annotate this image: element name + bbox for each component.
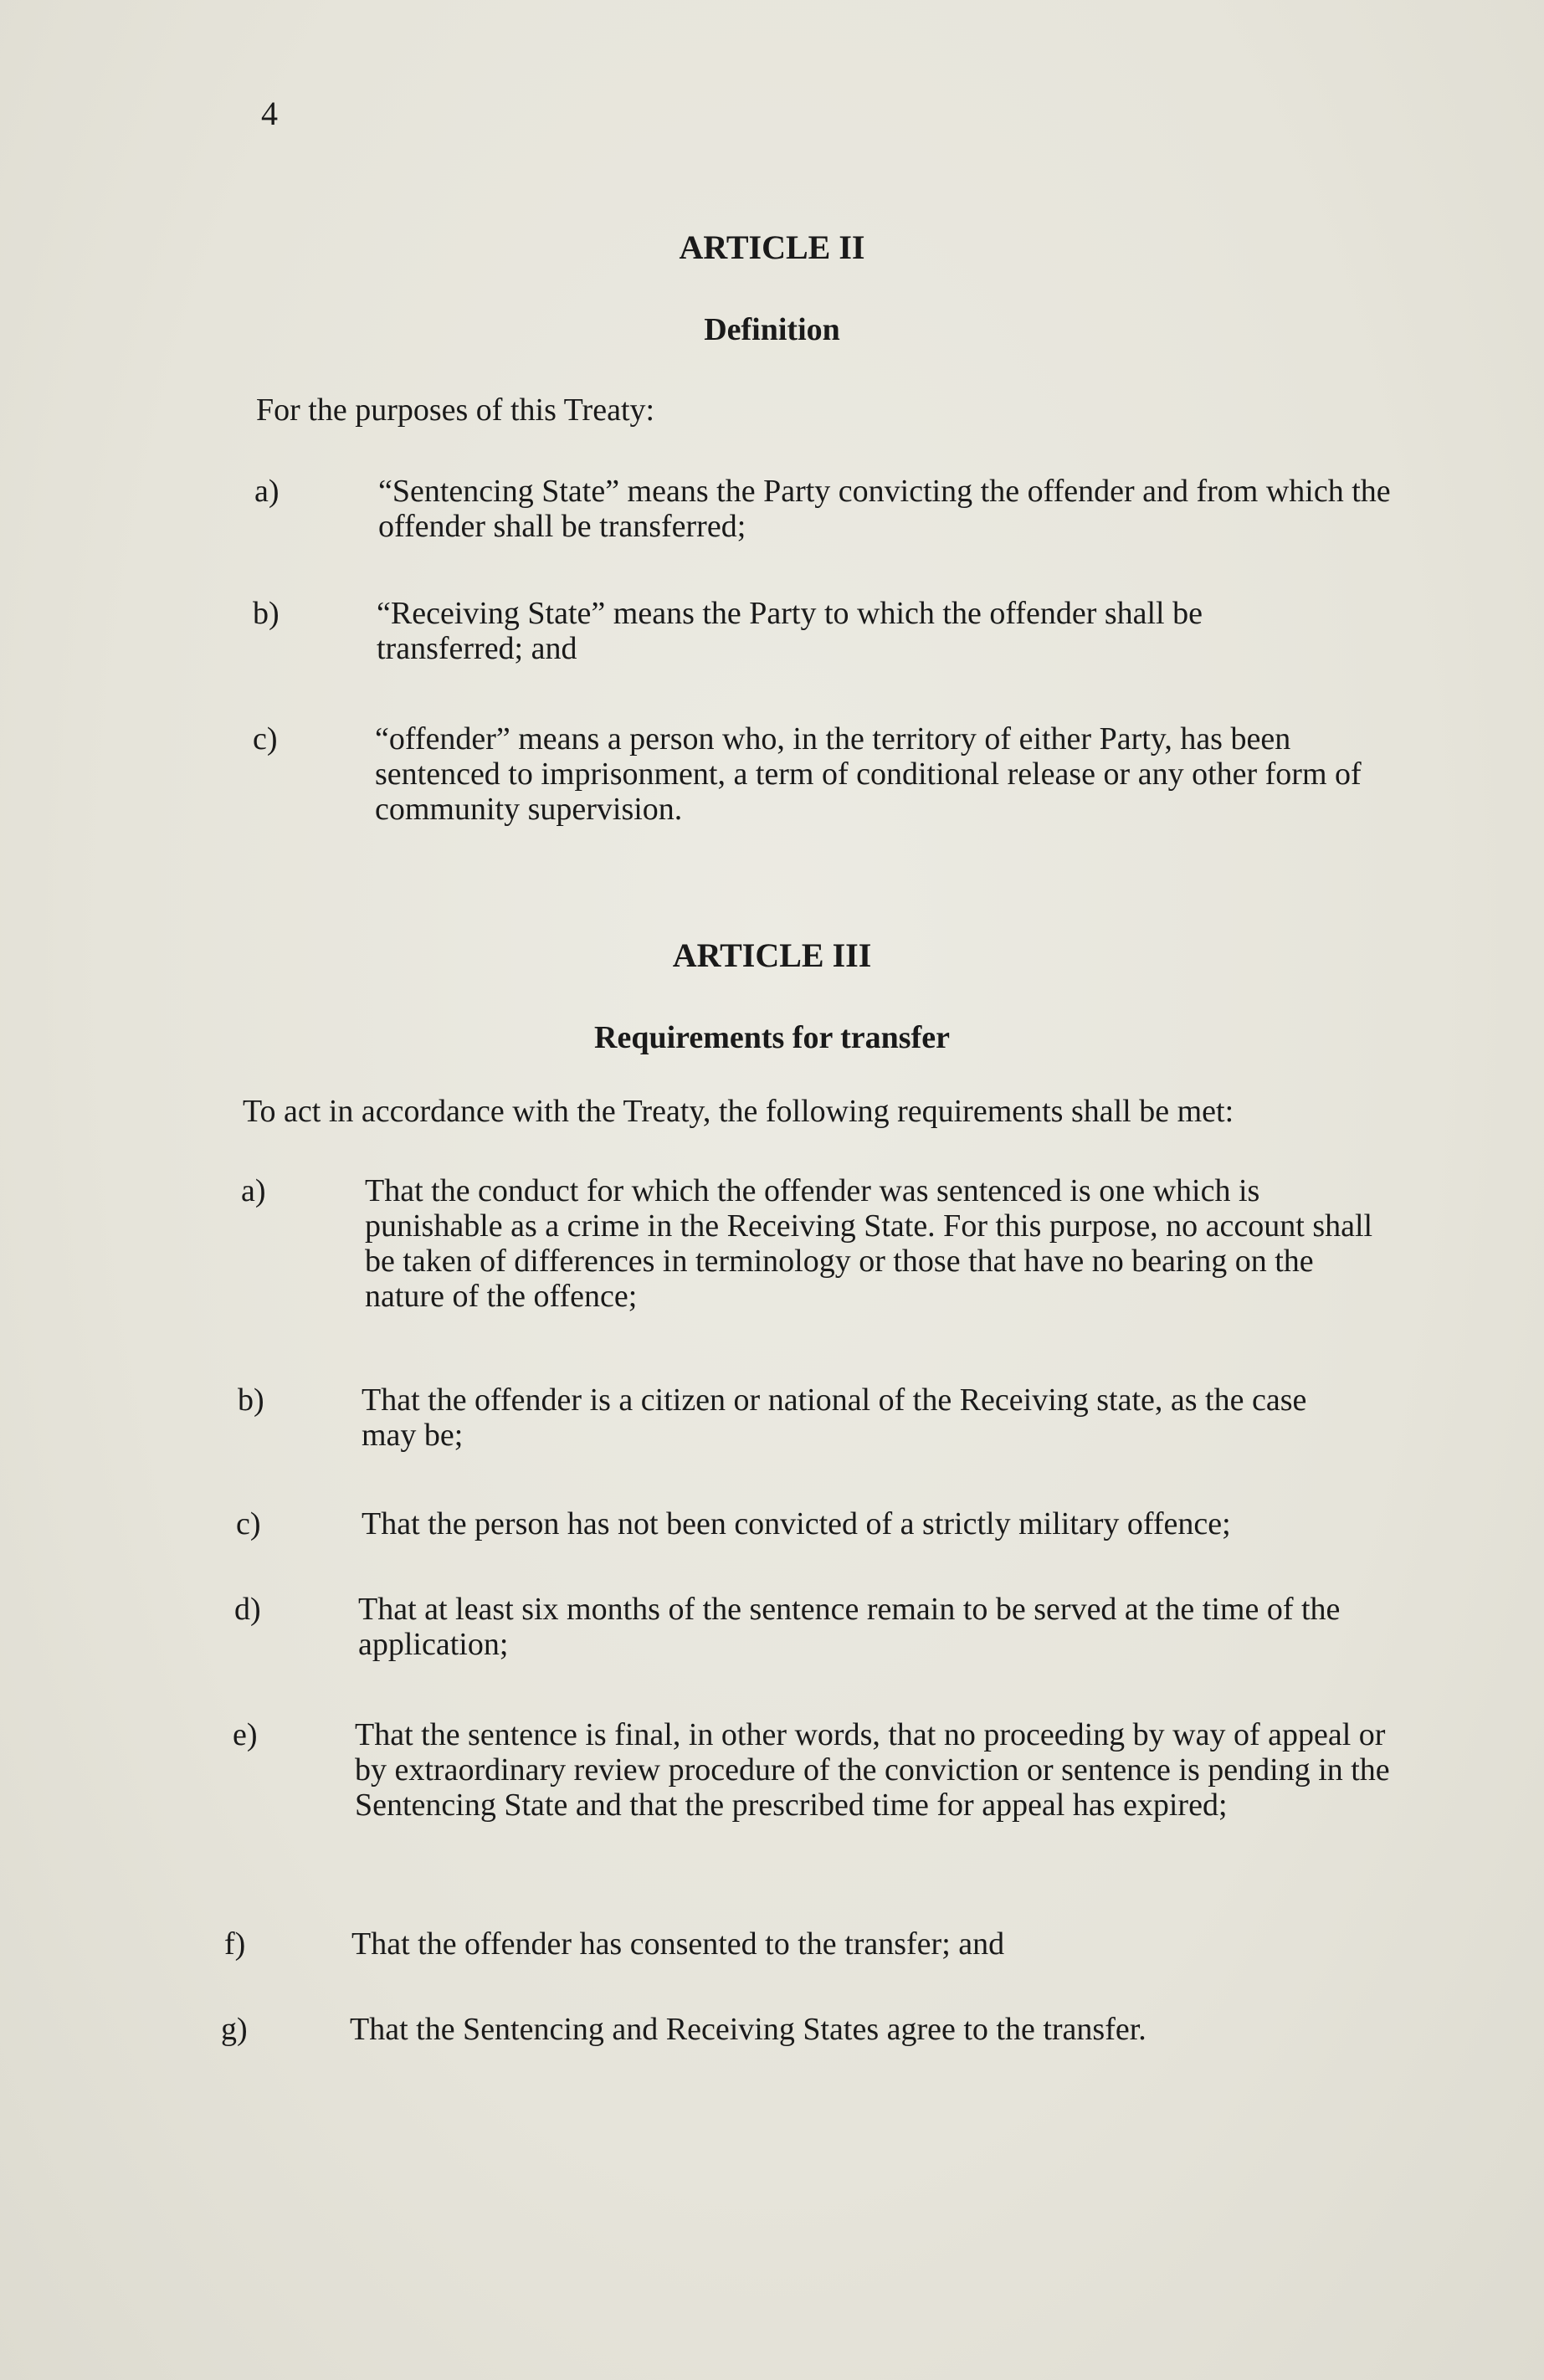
item-label: b) [238,1382,264,1418]
article-2-title: ARTICLE II [679,228,865,266]
article-2-intro: For the purposes of this Treaty: [256,392,655,428]
item-text: That the sentence is final, in other words, that no proceeding by way of appeal or by extraordinary review procedure of the conviction or sentence is pending in the Sentencing State and that the prescribed time for appeal has expired; [355,1717,1390,1823]
item-text: “Receiving State” means the Party to which the offender shall be transferred; and [377,596,1203,666]
item-text: That the Sentencing and Receiving States agree to the transfer. [350,2012,1146,2047]
item-text: That the person has not been convicted of a strictly military offence; [362,1506,1231,1541]
item-text: “Sentencing State” means the Party convicting the offender and from which the offender shall be transferred; [378,474,1391,544]
item-label: a) [241,1173,266,1208]
item-label: g) [221,2012,248,2047]
article-2-subtitle: Definition [704,312,840,347]
item-text: That at least six months of the sentence remain to be served at the time of the application; [358,1592,1341,1662]
item-text: “offender” means a person who, in the territory of either Party, has been sentenced to imprisonment, a term of conditional release or any other form of community supervision. [375,721,1362,827]
item-text: That the offender is a citizen or national of the Receiving state, as the case may be; [362,1382,1307,1453]
item-text: That the conduct for which the offender was sentenced is one which is punishable as a crime in the Receiving State. For this purpose, no account shall be taken of differences in terminology or those that have no bearing on the nature of the offence; [365,1173,1373,1314]
article-3-intro: To act in accordance with the Treaty, the following requirements shall be met: [243,1094,1234,1129]
item-text: That the offender has consented to the transfer; and [351,1926,1005,1962]
article-3-subtitle: Requirements for transfer [594,1020,950,1055]
article-3-title: ARTICLE III [672,936,872,974]
item-label: e) [233,1717,258,1752]
item-label: d) [234,1592,261,1627]
item-label: a) [254,474,280,509]
item-label: f) [224,1926,246,1962]
item-label: b) [253,596,280,631]
page-number: 4 [261,95,278,132]
item-label: c) [253,721,278,757]
item-label: c) [236,1506,261,1541]
